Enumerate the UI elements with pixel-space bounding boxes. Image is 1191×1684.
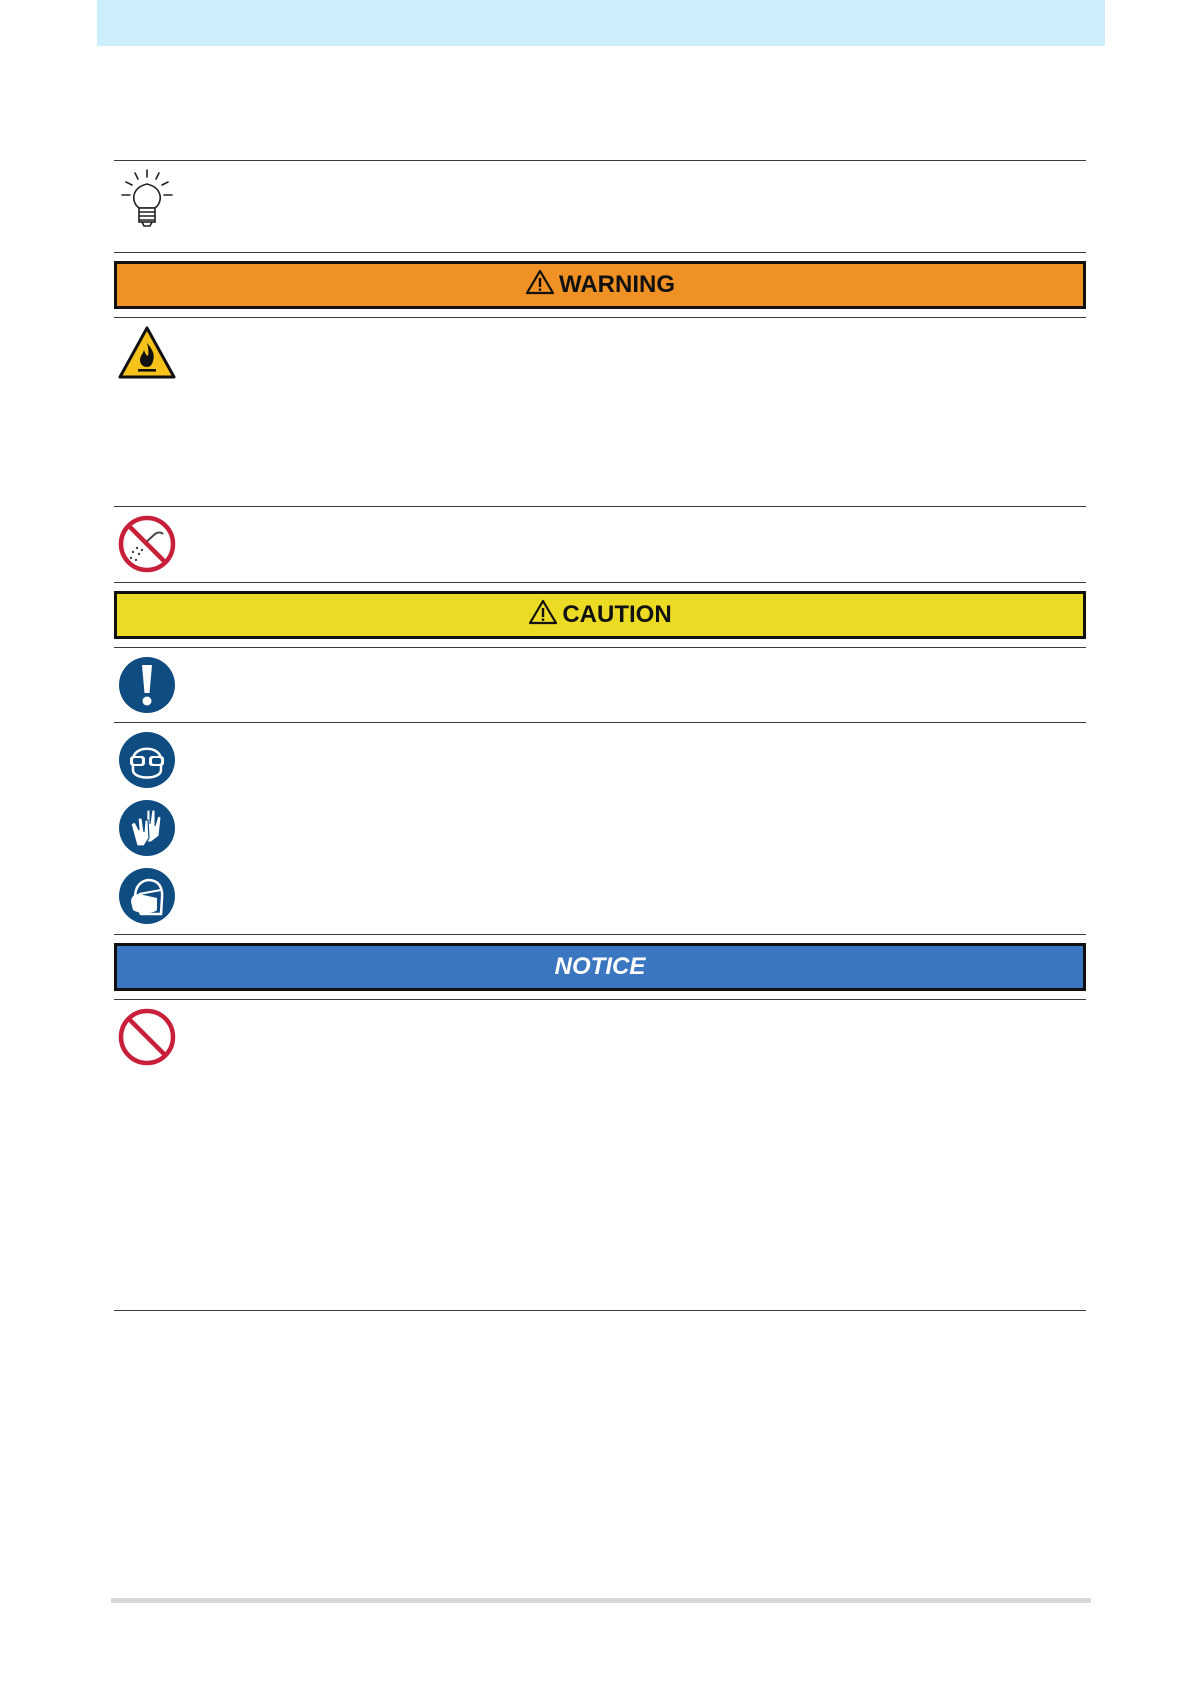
wear-goggles-icon [117,730,177,790]
warning-triangle-icon [525,269,555,302]
wear-mask-icon [117,866,177,926]
divider [114,160,1086,161]
warning-label: WARNING [559,271,675,298]
notice-label: NOTICE [554,953,646,980]
divider [114,999,1086,1000]
footer-bar [111,1598,1091,1603]
header-band [97,0,1105,46]
divider [114,934,1086,935]
divider [114,582,1086,583]
wear-gloves-icon [117,798,177,858]
divider [114,506,1086,507]
divider [114,252,1086,253]
divider [114,1310,1086,1311]
caution-banner [114,591,1086,639]
mandatory-action-icon [117,655,177,715]
divider [114,647,1086,648]
lightbulb-tip-icon [117,168,177,230]
flammable-warning-icon [117,325,177,381]
warning-banner [114,261,1086,309]
no-spray-icon [117,514,177,574]
notice-banner [114,943,1086,991]
prohibited-icon [117,1007,177,1067]
divider [114,722,1086,723]
divider [114,317,1086,318]
warning-triangle-icon [528,599,558,632]
caution-label: CAUTION [562,601,672,628]
